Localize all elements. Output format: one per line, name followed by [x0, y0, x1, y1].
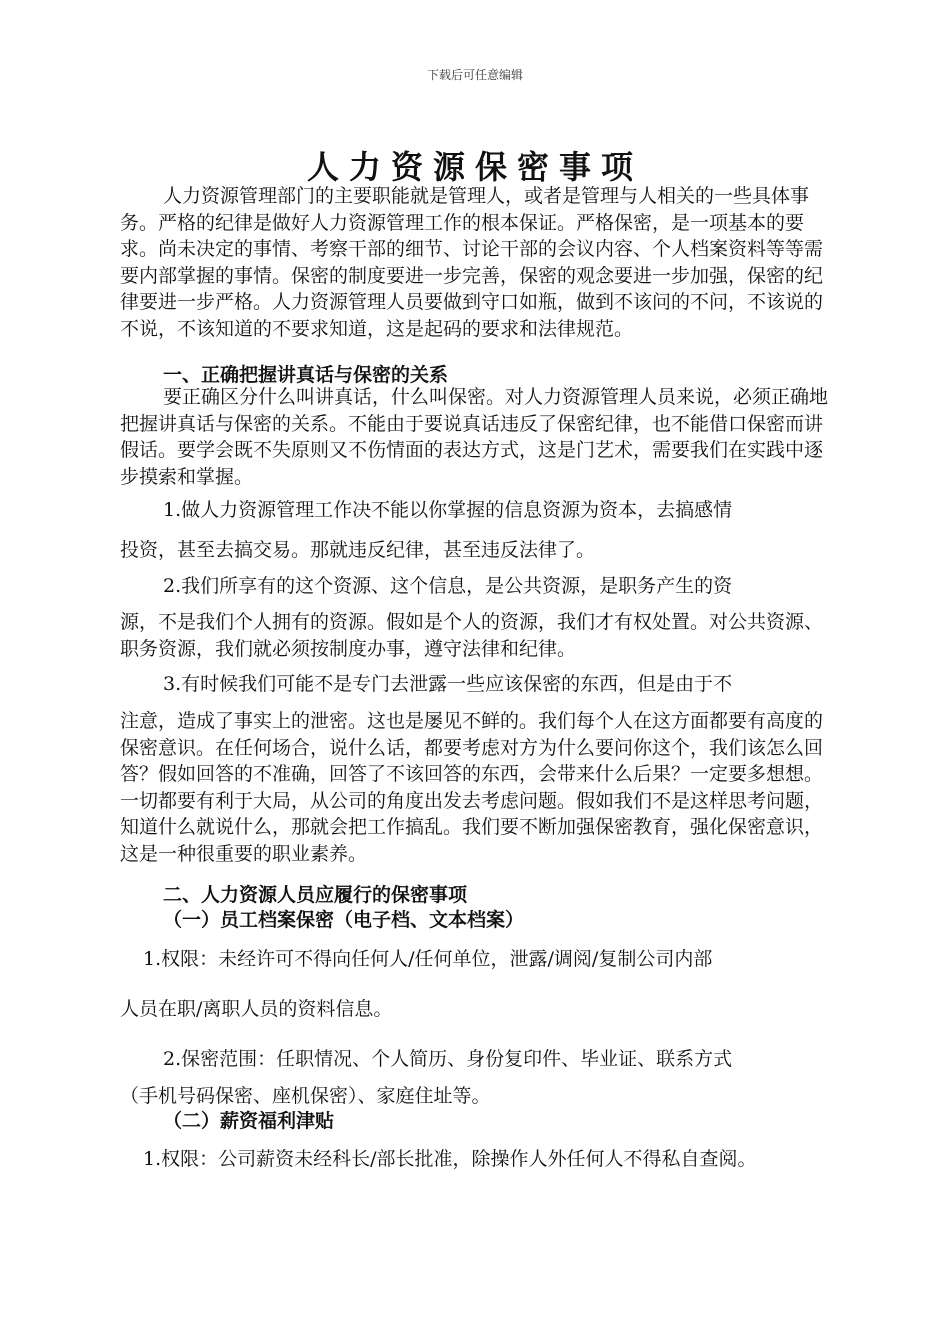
document-title: 人力资源保密事项 [306, 148, 643, 186]
page-header: 下载后可任意编辑 [426, 68, 523, 82]
section1-item1-line1: 1.做人力资源管理工作决不能以你掌握的信息资源为资本，去搞感情 [163, 499, 733, 521]
section1-paragraph: 要正确区分什么叫讲真话，什么叫保密。对人力资源管理人员来说，必须正确地把握讲真话与保密的关系。不能由于要说真话违反了保密纪律，也不能借口保密而讲假话。要学会既不失原则又不伤情面的表达方式，这是门艺术，需要我们在实践中逐步摸索和掌握。 [120, 386, 829, 488]
section2-sub1-heading: （一）员工档案保密（电子档、文本档案） [163, 909, 525, 931]
section1-item2-line1: 2.我们所享有的这个资源、这个信息，是公共资源，是职务产生的资 [163, 575, 733, 597]
section2-heading: 二、人力资源人员应履行的保密事项 [163, 884, 468, 906]
section1-item3-line1: 3.有时候我们可能不是专门去泄露一些应该保密的东西，但是由于不 [163, 673, 733, 695]
section1-item1-line2: 投资，甚至去搞交易。那就违反纪律，甚至违反法律了。 [120, 539, 596, 561]
section1-heading: 一、正确把握讲真话与保密的关系 [163, 364, 449, 386]
section2-sub1-item1-line1: 1.权限：未经许可不得向任何人/任何单位，泄露/调阅/复制公司内部 [143, 948, 713, 970]
intro-paragraph: 人力资源管理部门的主要职能就是管理人，或者是管理与人相关的一些具体事务。严格的纪律是做好人力资源管理工作的根本保证。严格保密，是一项基本的要求。尚未决定的事情、考察干部的细节、讨论干部的会议内容、个人档案资料等等需要内部掌握的事情。保密的制度要进一步完善，保密的观念要进一步加强，保密的纪律要进一步严格。人力资源管理人员要做到守口如瓶，做到不该问的不问，不该说的不说，不该知道的不要求知道，这是起码的要求和法律规范。 [120, 185, 824, 340]
section2-sub1-item2-line2: （手机号码保密、座机保密）、家庭住址等。 [120, 1085, 491, 1107]
section2-sub2-item1: 1.权限：公司薪资未经科长/部长批准，除操作人外任何人不得私自查阅。 [143, 1148, 757, 1170]
section1-item2-rest: 源，不是我们个人拥有的资源。假如是个人的资源，我们才有权处置。对公共资源、职务资源，我们就必须按制度办事，遵守法律和纪律。 [120, 611, 824, 660]
section2-sub2-heading: （二）薪资福利津贴 [163, 1110, 335, 1132]
section1-item3-rest: 注意，造成了事实上的泄密。这也是屡见不鲜的。我们每个人在这方面都要有高度的保密意识。在任何场合，说什么话，都要考虑对方为什么要问你这个，我们该怎么回答？假如回答的不准确，回答了不该回答的东西，会带来什么后果？一定要多想想。一切都要有利于大局，从公司的角度出发去考虑问题。假如我们不是这样思考问题，知道什么就说什么，那就会把工作搞乱。我们要不断加强保密教育，强化保密意识，这是一种很重要的职业素养。 [120, 710, 824, 865]
section2-sub1-item2-line1: 2.保密范围：任职情况、个人简历、身份复印件、毕业证、联系方式 [163, 1048, 733, 1070]
section2-sub1-item1-line2: 人员在职/离职人员的资料信息。 [120, 998, 393, 1020]
